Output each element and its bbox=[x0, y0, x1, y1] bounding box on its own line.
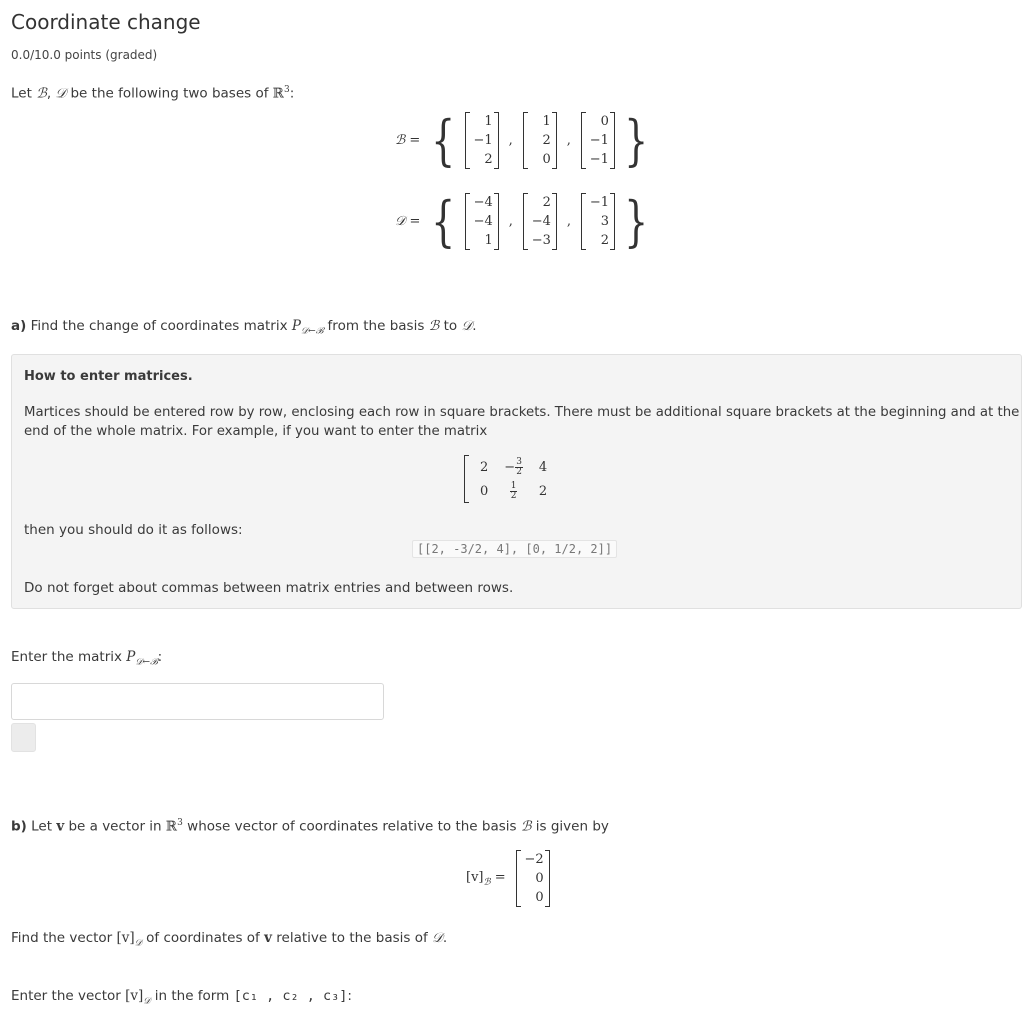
page-title: Coordinate change bbox=[11, 10, 201, 34]
help-then: then you should do it as follows: bbox=[24, 522, 243, 538]
basis-b-label: ℬ = bbox=[395, 133, 421, 148]
help-heading: How to enter matrices. bbox=[24, 369, 193, 384]
help-reminder: Do not forget about commas between matrix entries and between rows. bbox=[24, 580, 514, 596]
intro-text: Let ℬ, 𝒟 be the following two bases of ℝ$^3$: bbox=[11, 85, 295, 102]
right-brace: } bbox=[624, 189, 649, 253]
enter-vector-label: Enter the vector $[v]_𝒟$ in the form [c₁ , c₂ , c₃]: bbox=[11, 988, 352, 1007]
basis-b-vector-1: 1 −1 2 bbox=[465, 112, 499, 169]
points-label: 0.0/10.0 points (graded) bbox=[11, 48, 158, 62]
basis-d-vector-1: −4 −4 1 bbox=[465, 193, 499, 250]
submit-button[interactable] bbox=[11, 723, 36, 752]
example-matrix: 2 0 − $\frac{3}{2}$ $\frac{1}{2}$ 4 2 bbox=[464, 455, 1024, 503]
basis-d: 𝒟 = { −4 −4 1 , 2 −4 −3 , −1 3 2 } bbox=[395, 189, 649, 253]
basis-b-vector-3: 0 −1 −1 bbox=[581, 112, 615, 169]
vb-vector: −2 0 0 bbox=[516, 850, 550, 907]
example-code: [[2, -3/2, 4], [0, 1/2, 2]] bbox=[412, 540, 617, 558]
left-brace: { bbox=[431, 108, 456, 172]
matrix-answer-input[interactable] bbox=[11, 683, 384, 720]
basis-b-vector-2: 1 2 0 bbox=[523, 112, 557, 169]
help-line-1: Martices should be entered row by row, enclosing each row in square brackets. There must be additional square brackets at the beginning and at the bbox=[24, 405, 1020, 420]
enter-matrix-label: Enter the matrix $P_{𝒟\leftarrow ℬ}$: bbox=[11, 649, 163, 668]
find-vector-text: Find the vector $[v]_𝒟$ of coordinates of v relative to the basis of 𝒟. bbox=[11, 930, 448, 949]
part-b-question: b) Let v be a vector in ℝ$^3$ whose vector of coordinates relative to the basis ℬ is given by bbox=[11, 818, 609, 835]
right-brace: } bbox=[624, 108, 649, 172]
basis-d-vector-3: −1 3 2 bbox=[581, 193, 615, 250]
left-brace: { bbox=[431, 189, 456, 253]
part-a-question: a) Find the change of coordinates matrix $P_{𝒟\leftarrow ℬ}$ from the basis ℬ to 𝒟. bbox=[11, 318, 477, 337]
matrix-help-box bbox=[11, 354, 1022, 609]
help-line-2: end of the whole matrix. For example, if you want to enter the matrix bbox=[24, 424, 488, 439]
basis-b: ℬ = { 1 −1 2 , 1 2 0 , 0 −1 −1 } bbox=[395, 108, 649, 172]
basis-d-label: 𝒟 = bbox=[395, 214, 421, 229]
basis-d-vector-2: 2 −4 −3 bbox=[523, 193, 557, 250]
vector-vb: $[v]_ℬ$ = −2 0 0 bbox=[466, 850, 554, 907]
